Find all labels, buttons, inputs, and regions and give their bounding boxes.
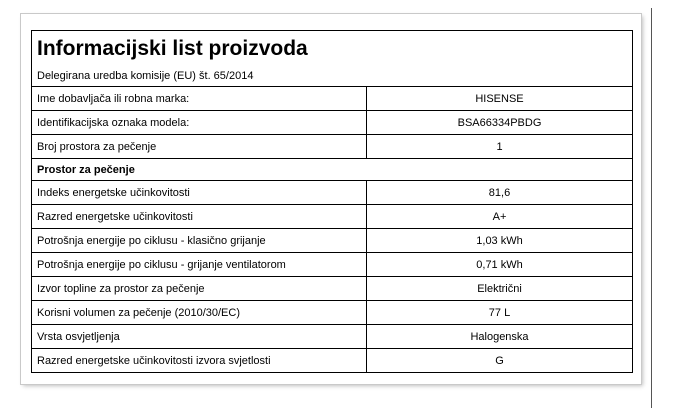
- table-row: [32, 253, 633, 277]
- row-label: Indeks energetske učinkovitosti: [32, 181, 367, 205]
- sheet-title: Informacijski list proizvoda: [32, 31, 633, 66]
- section-title: Prostor za pečenje: [32, 159, 633, 181]
- table-row: [32, 301, 633, 325]
- row-value: 77 L: [367, 301, 633, 325]
- row-value: A+: [367, 205, 633, 229]
- table-row: [32, 229, 633, 253]
- page-edge-divider: [651, 8, 652, 408]
- table-row: [32, 181, 633, 205]
- row-label: Potrošnja energije po ciklusu - grijanje ventilatorom: [32, 253, 367, 277]
- table-row: [32, 135, 633, 159]
- table-row: [32, 205, 633, 229]
- row-value: G: [367, 349, 633, 373]
- row-value: 1,03 kWh: [367, 229, 633, 253]
- title-row: [32, 31, 633, 66]
- row-label: Vrsta osvjetljenja: [32, 325, 367, 349]
- row-value: 81,6: [367, 181, 633, 205]
- row-label: Potrošnja energije po ciklusu - klasično grijanje: [32, 229, 367, 253]
- table-row: [32, 277, 633, 301]
- table-row: [32, 87, 633, 111]
- row-value: 1: [367, 135, 633, 159]
- row-value: 0,71 kWh: [367, 253, 633, 277]
- row-value: Električni: [367, 277, 633, 301]
- row-value: HISENSE: [367, 87, 633, 111]
- product-fiche-table: [31, 30, 633, 373]
- row-label: Korisni volumen za pečenje (2010/30/EC): [32, 301, 367, 325]
- row-label: Ime dobavljača ili robna marka:: [32, 87, 367, 111]
- regulation-row: [32, 65, 633, 87]
- row-label: Identifikacijska oznaka modela:: [32, 111, 367, 135]
- row-value: Halogenska: [367, 325, 633, 349]
- row-label: Razred energetske učinkovitosti: [32, 205, 367, 229]
- regulation-reference: Delegirana uredba komisije (EU) št. 65/2014: [32, 65, 633, 87]
- section-header-row: [32, 159, 633, 181]
- table-row: [32, 325, 633, 349]
- table-row: [32, 349, 633, 373]
- row-label: Razred energetske učinkovitosti izvora svjetlosti: [32, 349, 367, 373]
- row-value: BSA66334PBDG: [367, 111, 633, 135]
- row-label: Izvor topline za prostor za pečenje: [32, 277, 367, 301]
- table-row: [32, 111, 633, 135]
- product-information-sheet: [21, 14, 641, 384]
- row-label: Broj prostora za pečenje: [32, 135, 367, 159]
